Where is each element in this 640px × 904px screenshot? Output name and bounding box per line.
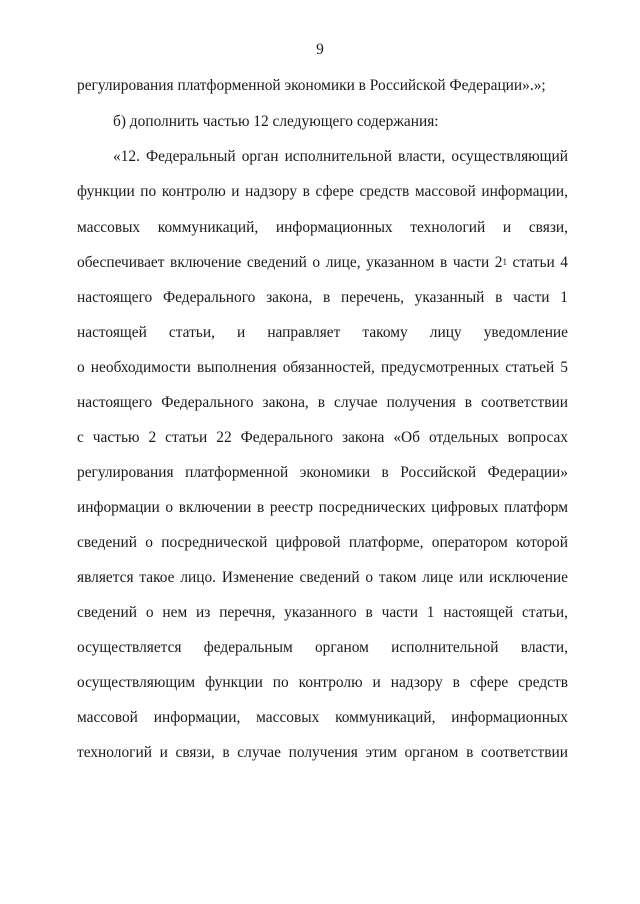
text-line-4: функции по контролю и надзору в сфере средств массовой информации, — [77, 183, 568, 200]
text-line-11: с частью 2 статьи 22 Федерального закона «Об отдельных вопросах — [77, 429, 568, 446]
page-number: 9 — [316, 41, 324, 58]
text-line-6-part-b: статьи 4 — [506, 254, 568, 271]
text-line-15: является такое лицо. Изменение сведений о таком лице или исключение — [77, 569, 568, 586]
text-line-18: осуществляющим функции по контролю и надзору в сфере средств — [77, 674, 568, 691]
text-line-8: настоящей статьи, и направляет такому лицу уведомление — [77, 324, 568, 341]
text-line-12: регулирования платформенной экономики в Российской Федерации» — [77, 464, 568, 481]
text-line-13: информации о включении в реестр посреднических цифровых платформ — [77, 499, 568, 516]
text-line-2: б) дополнить частью 12 следующего содержания: — [113, 113, 439, 130]
text-line-16: сведений о нем из перечня, указанного в части 1 настоящей статьи, — [77, 604, 568, 621]
text-line-7: настоящего Федерального закона, в перечень, указанный в части 1 — [77, 289, 568, 306]
text-line-10: настоящего Федерального закона, в случае получения в соответствии — [77, 394, 568, 411]
text-line-20: технологий и связи, в случае получения этим органом в соответствии — [77, 744, 568, 761]
text-line-19: массовой информации, массовых коммуникаций, информационных — [77, 709, 568, 726]
text-line-3: «12. Федеральный орган исполнительной власти, осуществляющий — [113, 148, 568, 165]
text-line-14: сведений о посреднической цифровой платформе, оператором которой — [77, 534, 568, 551]
superscript-1: 1 — [502, 257, 507, 267]
text-line-1: регулирования платформенной экономики в Российской Федерации».»; — [77, 77, 546, 94]
text-line-17: осуществляется федеральным органом исполнительной власти, — [77, 639, 568, 656]
text-line-5: массовых коммуникаций, информационных технологий и связи, — [77, 219, 568, 236]
text-line-9: о необходимости выполнения обязанностей, предусмотренных статьей 5 — [77, 359, 568, 376]
text-line-6-part-a: обеспечивает включение сведений о лице, указанном в части 2 — [77, 254, 503, 271]
text-line-6 — [77, 253, 568, 273]
